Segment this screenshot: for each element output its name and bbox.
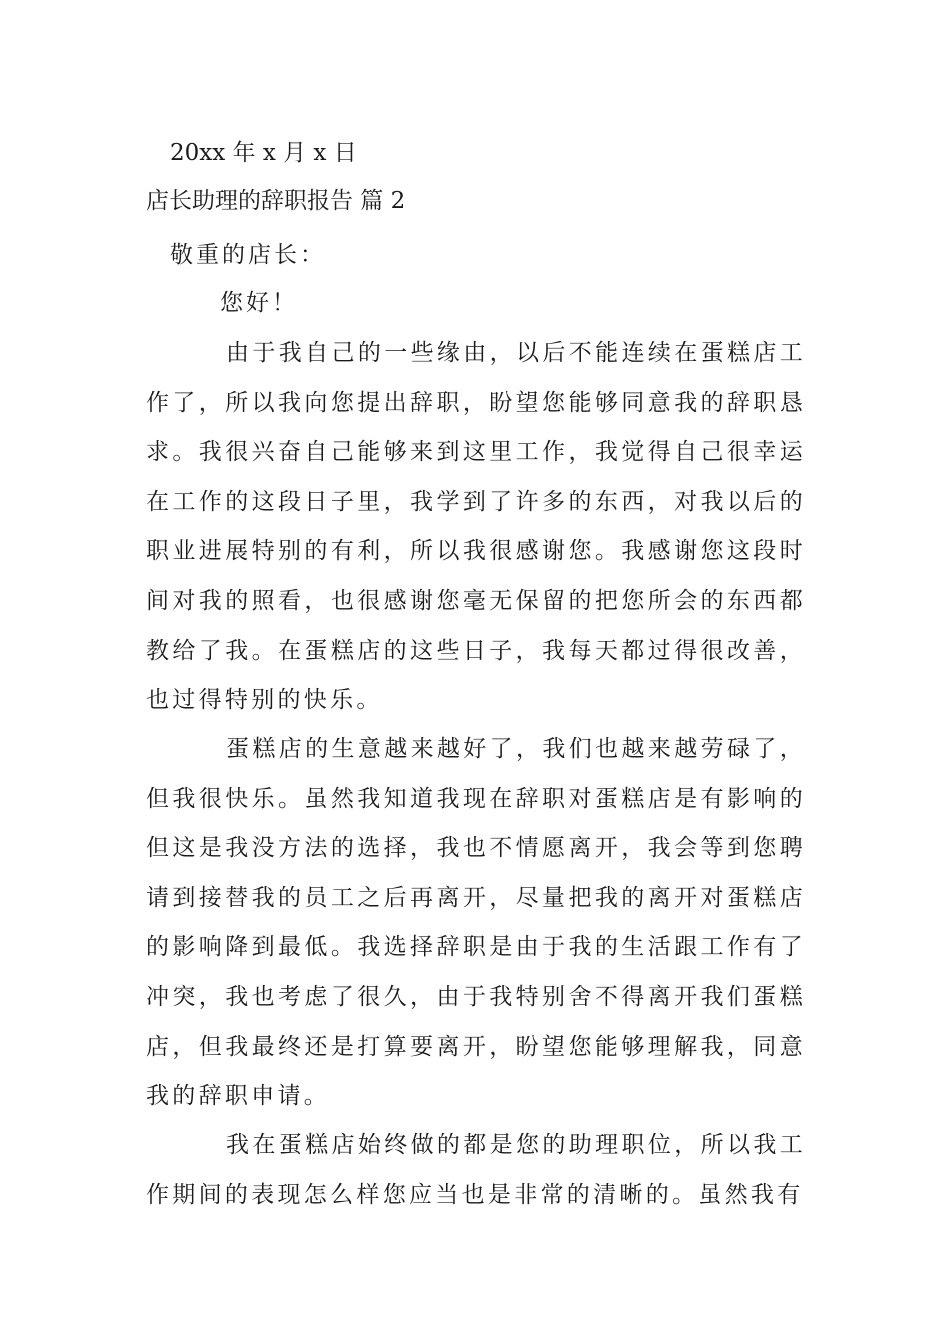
body-paragraph-1: 由于我自己的一些缘由，以后不能连续在蛋糕店工作了，所以我向您提出辞职，盼望您能够同意我的辞职恳求。我很兴奋自己能够来到这里工作，我觉得自己很幸运在工作的这段日子里，我学到了许多的东西，对我以后的职业进展特别的有利，所以我很感谢您。我感谢您这段时间对我的照看，也很感谢您毫无保留的把您所会的东西都教给了我。在蛋糕店的这些日子，我每天都过得很改善，也过得特别的快乐。 xyxy=(146,340,806,714)
letter-heading: 店长助理的辞职报告 篇 2 xyxy=(146,188,406,214)
letter-greeting: 您好！ xyxy=(220,290,298,316)
body-paragraph-3: 我在蛋糕店始终做的都是您的助理职位，所以我工作期间的表现怎么样您应当也是非常的清晰的。虽然我有 xyxy=(146,1132,806,1208)
letter-salutation: 敬重的店长： xyxy=(170,242,326,268)
body-paragraph-2: 蛋糕店的生意越来越好了，我们也越来越劳碌了，但我很快乐。虽然我知道我现在辞职对蛋糕店是有影响的但这是我没方法的选择，我也不情愿离开，我会等到您聘请到接替我的员工之后再离开，尽量把我的离开对蛋糕店的影响降到最低。我选择辞职是由于我的生活跟工作有了冲突，我也考虑了很久，由于我特别舍不得离开我们蛋糕店，但我最终还是打算要离开，盼望您能够理解我，同意我的辞职申请。 xyxy=(146,736,806,1110)
letter-date: 20xx 年 x 月 x 日 xyxy=(170,140,357,166)
